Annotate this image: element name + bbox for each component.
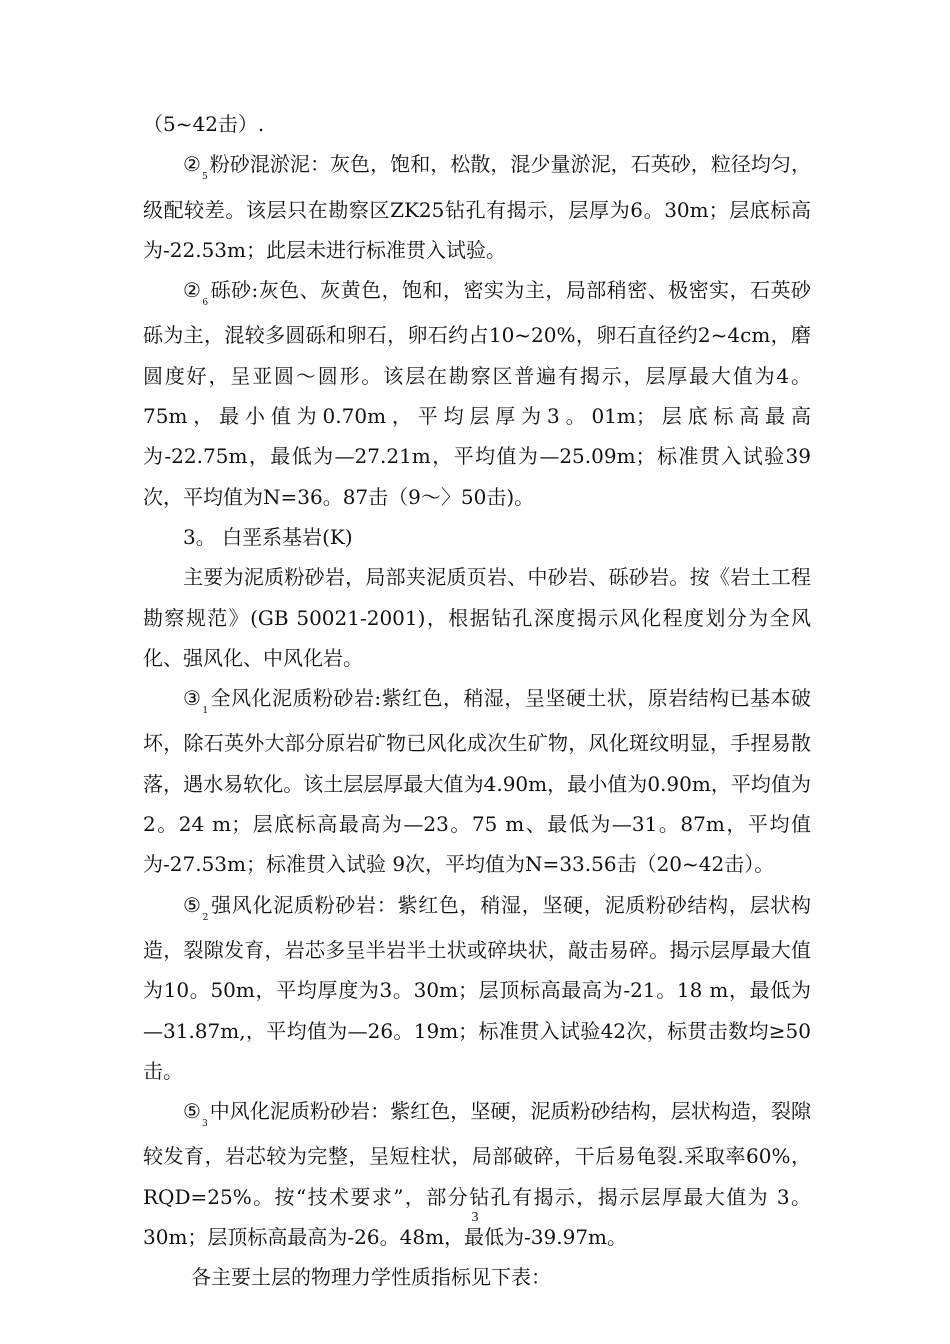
- layer-description: 中风化泥质粉砂岩：紫红色，坚硬，泥质粉砂结构，层状构造，裂隙较发育，岩芯较为完整，呈短柱状，局部破碎，干后易龟裂.采取率60%，RQD=25%。按“技术要求”，部分钻孔有揭示，揭示层厚最大值为 3。30m；层顶标高最高为-26。48m，最低为-39.97m。: [143, 1099, 812, 1250]
- layer-subscript: 6: [202, 298, 209, 309]
- layer-marker: ③: [183, 686, 202, 711]
- layer-subscript: 1: [202, 706, 209, 717]
- layer-subscript: 2: [202, 912, 209, 923]
- layer-description: 粉砂混淤泥：灰色，饱和，松散，混少量淤泥，石英砂，粒径均匀，级配较差。该层只在勘察区ZK25钻孔有揭示，层厚为6。30m；层底标高为-22.53m；此层未进行标准贯入试验。: [143, 152, 812, 262]
- layer-description: 全风化泥质粉砂岩:紫红色，稍湿，呈坚硬土状，原岩结构已基本破坏，除石英外大部分原岩矿物已风化成次生矿物，风化斑纹明显，手捏易散落，遇水易软化。该土层层厚最大值为4.90m，最小值为0.90m，平均值为2。24 m；层底标高最高为—23。75 m、最低为—31。87m，平均值为-27.53m；标准贯入试验 9次，平均值为N=33.56击（20~42击）。: [143, 686, 811, 877]
- paragraph-bedrock-intro: 主要为泥质粉砂岩，局部夹泥质页岩、中砂岩、砾砂岩。按《岩土工程勘察规范》(GB 50021-2001)，根据钻孔深度揭示风化程度划分为全风化、强风化、中风化岩。: [143, 565, 811, 670]
- layer-subscript: 5: [201, 172, 208, 183]
- layer-marker: ②: [183, 152, 201, 177]
- layer-marker: ②: [183, 278, 202, 303]
- layer-marker: ⑤: [183, 1099, 201, 1124]
- layer-description: 强风化泥质粉砂岩：紫红色，稍湿，坚硬，泥质粉砂结构，层状构造，裂隙发育，岩芯多呈半岩半土状或碎块状，敲击易碎。揭示层厚最大值为10。50m，平均厚度为3。30m；层顶标高最高为-21。18 m，最低为—31.87m,，平均值为—26。19m；标准贯入试验42次，标贯击数均≥50击。: [143, 892, 811, 1083]
- layer-description: 砾砂:灰色、灰黄色，饱和，密实为主，局部稍密、极密实，石英砂砾为主，混较多圆砾和卵石，卵石约占10~20%，卵石直径约2~4cm，磨圆度好，呈亚圆～圆形。该层在勘察区普遍有揭示，层厚最大值为4。75m，最小值为0.70m，平均层厚为3。01m；层底标高最高为-22.75m，最低为—27.21m，平均值为—25.09m；标准贯入试验39次，平均值为N=36。87击（9～〉50击)。: [143, 278, 811, 509]
- paragraph-layer-2-6: [143, 270, 811, 517]
- paragraph-layer-3-1: [143, 678, 811, 884]
- paragraph-layer-2-5: [143, 144, 811, 270]
- page-number: 3: [471, 1210, 479, 1225]
- layer-marker: ⑤: [183, 892, 202, 917]
- layer-subscript: 3: [201, 1119, 208, 1130]
- body-text: [143, 104, 811, 1298]
- paragraph-continuation: （5~42击）.: [143, 112, 265, 136]
- section-heading-bedrock: 3。 白垩系基岩(K): [183, 524, 353, 549]
- paragraph-layer-5-2: [143, 885, 811, 1091]
- paragraph-table-intro: 各主要土层的物理力学性质指标见下表：: [191, 1265, 551, 1290]
- paragraph-layer-5-3: [143, 1091, 811, 1257]
